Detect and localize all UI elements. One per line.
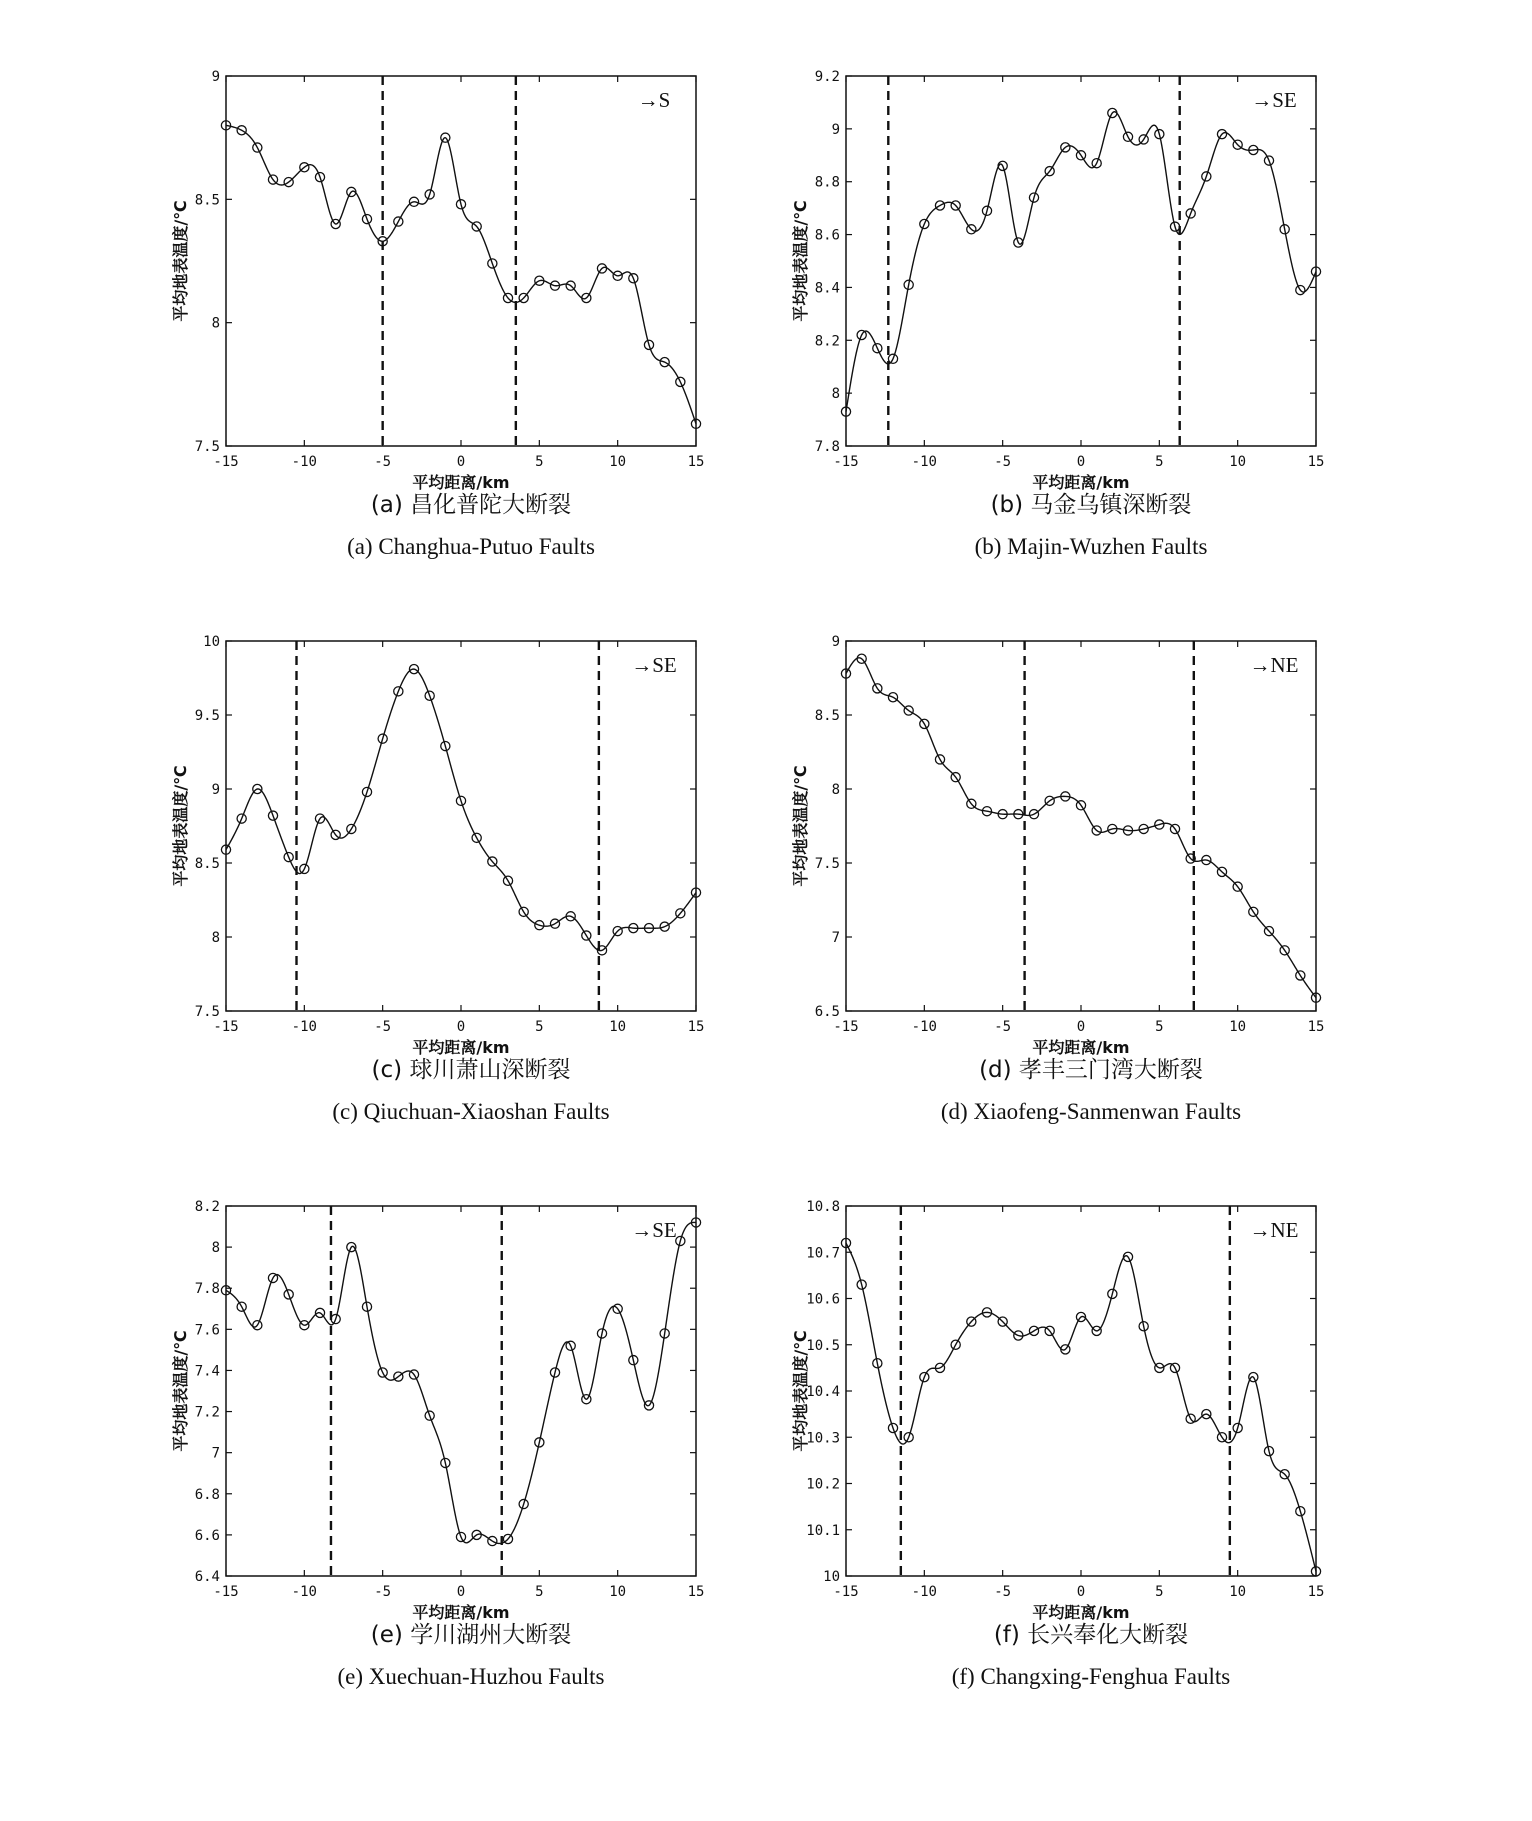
caption-english: (f) Changxing-Fenghua Faults [951, 1664, 1231, 1689]
y-tick-label: 10.6 [806, 1291, 840, 1308]
x-tick-label: 10 [1229, 1584, 1247, 1600]
y-tick-label: 7.8 [194, 1281, 220, 1298]
y-tick-label: 10.2 [806, 1476, 840, 1493]
x-tick-label: -15 [213, 1019, 239, 1035]
chart-panel-d [790, 605, 1410, 1165]
caption-chinese: (f) 长兴奉化大断裂 [993, 1622, 1189, 1648]
chart-panel-a [170, 40, 790, 600]
direction-label: →SE [631, 653, 677, 677]
caption-english: (a) Changhua-Putuo Faults [347, 534, 595, 559]
chart-panel-f [790, 1170, 1410, 1730]
x-tick-label: 5 [1155, 1019, 1164, 1035]
series-line [846, 112, 1316, 412]
plot-frame [846, 76, 1316, 446]
y-axis-label: 平均地表温度/℃ [171, 765, 190, 887]
y-axis-label: 平均地表温度/℃ [791, 1330, 810, 1452]
x-tick-label: 0 [1076, 454, 1086, 470]
caption-chinese: (e) 学川湖州大断裂 [370, 1622, 572, 1648]
y-axis-label: 平均地表温度/℃ [791, 200, 810, 322]
x-tick-label: -15 [213, 454, 239, 470]
y-tick-label: 8.2 [194, 1199, 220, 1215]
x-tick-label: 10 [609, 1019, 627, 1035]
y-tick-label: 8 [211, 315, 220, 332]
x-tick-label: 10 [609, 1584, 627, 1600]
y-tick-label: 10.7 [806, 1245, 840, 1262]
x-tick-label: 0 [456, 1019, 466, 1035]
y-tick-label: 9 [831, 121, 840, 138]
y-tick-label: 9 [831, 634, 840, 650]
y-axis-label: 平均地表温度/℃ [171, 1330, 190, 1452]
x-tick-label: -10 [291, 454, 317, 470]
x-axis-label: 平均距离/km [1032, 1038, 1130, 1057]
x-tick-label: 5 [535, 1584, 544, 1600]
y-tick-label: 10.3 [806, 1430, 840, 1447]
series-line [846, 658, 1316, 998]
caption-english: (c) Qiuchuan-Xiaoshan Faults [332, 1099, 610, 1124]
y-tick-label: 7.5 [194, 1004, 220, 1020]
y-tick-label: 10.4 [806, 1384, 840, 1400]
x-tick-label: 10 [609, 454, 627, 470]
y-axis-label: 平均地表温度/℃ [171, 200, 190, 322]
y-tick-label: 6.4 [194, 1569, 220, 1585]
x-tick-label: -15 [833, 1019, 859, 1035]
series-line [226, 125, 696, 423]
x-axis-label: 平均距离/km [412, 1038, 510, 1057]
y-tick-label: 8.5 [194, 856, 220, 872]
plot-frame [226, 76, 696, 446]
x-tick-label: 0 [1076, 1019, 1086, 1035]
chart-a [170, 40, 790, 492]
x-tick-label: 5 [1155, 1584, 1164, 1600]
plot-frame [846, 641, 1316, 1011]
caption-chinese: (b) 马金乌镇深断裂 [990, 492, 1192, 518]
y-axis-label: 平均地表温度/℃ [791, 765, 810, 887]
x-tick-label: 15 [1307, 1019, 1325, 1035]
y-tick-label: 6.8 [194, 1486, 220, 1503]
x-tick-label: 15 [687, 1584, 705, 1600]
y-tick-label: 7.5 [814, 856, 840, 872]
x-tick-label: 0 [456, 1584, 466, 1600]
y-tick-label: 7 [211, 1445, 220, 1462]
x-tick-label: -5 [994, 1584, 1012, 1600]
y-tick-label: 8 [211, 930, 220, 946]
chart-f [790, 1170, 1410, 1622]
direction-label: →NE [1249, 1218, 1299, 1242]
y-tick-label: 8.4 [814, 280, 840, 297]
chart-panel-b [790, 40, 1410, 600]
y-tick-label: 7.4 [194, 1363, 220, 1380]
x-tick-label: -15 [213, 1584, 239, 1600]
x-tick-label: -15 [833, 1584, 859, 1600]
y-tick-label: 8.2 [814, 333, 840, 350]
x-tick-label: 15 [687, 1019, 705, 1035]
x-tick-label: 10 [1229, 1019, 1247, 1035]
y-tick-label: 10.8 [806, 1199, 840, 1215]
x-tick-label: 10 [1229, 454, 1247, 470]
caption-chinese: (a) 昌化普陀大断裂 [370, 492, 572, 518]
x-tick-label: -10 [911, 454, 937, 470]
y-tick-label: 8.5 [194, 192, 220, 209]
y-tick-label: 8 [831, 782, 840, 798]
x-axis-label: 平均距离/km [1032, 1603, 1130, 1622]
y-tick-label: 10 [203, 634, 220, 650]
y-tick-label: 9 [211, 69, 220, 85]
x-tick-label: 15 [1307, 454, 1325, 470]
x-tick-label: -5 [374, 1584, 392, 1600]
x-tick-label: -5 [994, 454, 1012, 470]
y-tick-label: 6.5 [814, 1004, 840, 1020]
y-tick-label: 7.8 [814, 439, 840, 455]
y-tick-label: 8.8 [814, 174, 840, 191]
x-tick-label: -10 [911, 1584, 937, 1600]
x-axis-label: 平均距离/km [412, 1603, 510, 1622]
x-tick-label: -5 [374, 454, 392, 470]
chart-panel-e [170, 1170, 790, 1730]
y-tick-label: 8 [211, 1240, 220, 1257]
x-axis-label: 平均距离/km [412, 473, 510, 492]
y-tick-label: 8.5 [814, 708, 840, 724]
direction-label: →SE [1251, 88, 1297, 112]
plot-frame [226, 1206, 696, 1576]
chart-b [790, 40, 1410, 492]
x-tick-label: -5 [994, 1019, 1012, 1035]
caption-chinese: (d) 孝丰三门湾大断裂 [979, 1057, 1203, 1083]
chart-c [170, 605, 790, 1057]
x-tick-label: -15 [833, 454, 859, 470]
x-tick-label: 15 [687, 454, 705, 470]
y-tick-label: 10.5 [806, 1337, 840, 1354]
y-tick-label: 10.1 [806, 1522, 840, 1539]
x-tick-label: -10 [291, 1584, 317, 1600]
direction-label: →NE [1249, 653, 1299, 677]
x-tick-label: -10 [291, 1019, 317, 1035]
y-tick-label: 10 [823, 1569, 840, 1585]
y-tick-label: 7.5 [194, 439, 220, 455]
x-tick-label: 0 [456, 454, 466, 470]
caption-english: (d) Xiaofeng-Sanmenwan Faults [940, 1099, 1242, 1124]
chart-panel-c [170, 605, 790, 1165]
x-tick-label: 5 [535, 454, 544, 470]
series-line [846, 1243, 1316, 1571]
y-tick-label: 6.6 [194, 1527, 220, 1544]
y-tick-label: 8.6 [814, 227, 840, 244]
x-tick-label: 15 [1307, 1584, 1325, 1600]
y-tick-label: 8 [831, 386, 840, 403]
y-tick-label: 9.5 [194, 708, 220, 724]
x-tick-label: -5 [374, 1019, 392, 1035]
y-tick-label: 9.2 [814, 69, 840, 85]
x-tick-label: 5 [535, 1019, 544, 1035]
series-line [226, 1222, 696, 1543]
y-tick-label: 7 [831, 930, 840, 946]
x-tick-label: 0 [1076, 1584, 1086, 1600]
caption-english: (e) Xuechuan-Huzhou Faults [337, 1664, 605, 1689]
y-tick-label: 7.6 [194, 1322, 220, 1339]
y-tick-label: 9 [211, 782, 220, 798]
y-tick-label: 7.2 [194, 1404, 220, 1421]
chart-d [790, 605, 1410, 1057]
direction-label: →S [637, 88, 671, 112]
x-axis-label: 平均距离/km [1032, 473, 1130, 492]
caption-english: (b) Majin-Wuzhen Faults [974, 534, 1208, 559]
chart-e [170, 1170, 790, 1622]
x-tick-label: -10 [911, 1019, 937, 1035]
direction-label: →SE [631, 1218, 677, 1242]
x-tick-label: 5 [1155, 454, 1164, 470]
caption-chinese: (c) 球川萧山深断裂 [371, 1057, 571, 1083]
